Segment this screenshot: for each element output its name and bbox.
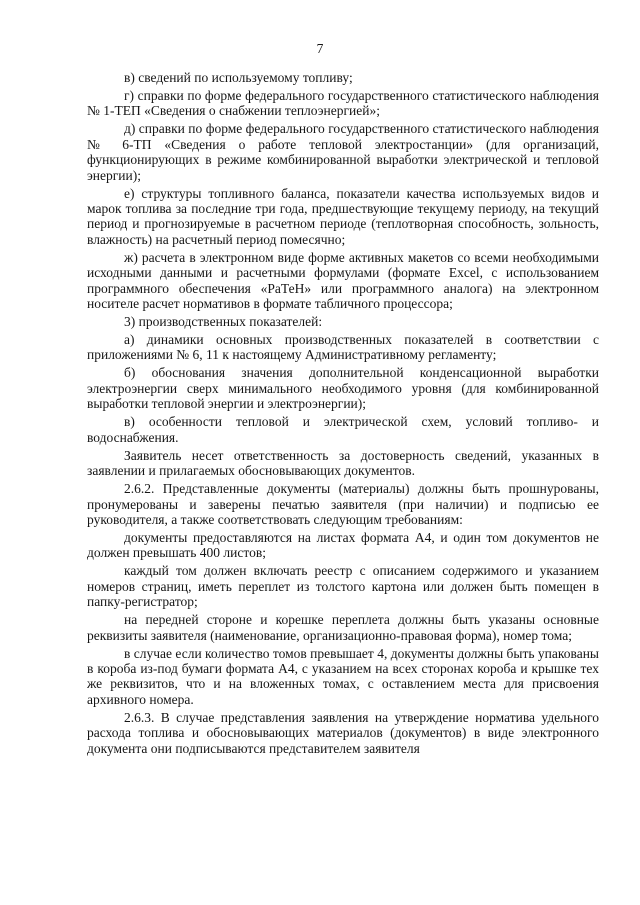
paragraph-cover-details: на передней стороне и корешке переплета должны быть указаны основные реквизиты заявителя (наименование, организационно-правовая форма), номер тома; bbox=[87, 612, 599, 643]
paragraph-zh-electronic-calc: ж) расчета в электронном виде форме активных макетов со всеми необходимыми исходными данными и расчетными формулами (формате Excel, с использованием программного обеспечения «РаТеН» или программного аналога) на электронном носителе расчет нормативов в формате табличного процессора; bbox=[87, 249, 599, 312]
page-number: 7 bbox=[316, 41, 324, 56]
paragraph-g-1tep: г) справки по форме федерального государственного статистического наблюдения № 1-ТЕП «Сведения о снабжении теплоэнергией»; bbox=[87, 88, 599, 119]
paragraph-applicant-responsibility: Заявитель несет ответственность за достоверность сведений, указанных в заявлении и прилагаемых обосновывающих документов. bbox=[87, 447, 599, 479]
paragraph-v-schemes: в) особенности тепловой и электрической схем, условий топливо- и водоснабжения. bbox=[87, 414, 599, 445]
paragraph-v-fuel: в) сведений по используемому топливу; bbox=[124, 70, 353, 85]
document-body bbox=[87, 70, 599, 759]
paragraph-2-6-2: 2.6.2. Представленные документы (материалы) должны быть прошнурованы, пронумерованы и заверены печатью заявителя (при наличии) и подписью ее руководителя, а также соответствовать следующим требованиям: bbox=[87, 481, 599, 527]
paragraph-2-6-3: 2.6.3. В случае представления заявления на утверждение норматива удельного расхода топлива и обосновывающих материалов (документов) в виде электронного документа они подписываются представителем заявителя bbox=[87, 709, 599, 756]
paragraph-e-fuel-balance: е) структуры топливного баланса, показатели качества используемых видов и марок топлива за последние три года, предшествующие текущему периоду, на текущий период и прогнозируемые в расчетном периоде (теплотворная способность, зольность, влажность) на расчетный период помесячно; bbox=[87, 185, 599, 247]
paragraph-a-dynamics: а) динамики основных производственных показателей в соответствии с приложениями № 6, 11 к настоящему Административному регламенту; bbox=[87, 332, 599, 363]
paragraph-3-production-indicators: 3) производственных показателей: bbox=[124, 314, 323, 330]
paragraph-a4-sheets: документы предоставляются на листах формата А4, и один том документов не должен превышать 400 листов; bbox=[87, 529, 599, 561]
paragraph-volume-registry: каждый том должен включать реестр с описанием содержимого и указанием номеров страниц, иметь переплет из толстого картона или должен быть помещен в папку-регистратор; bbox=[87, 563, 599, 610]
paragraph-d-6tp: д) справки по форме федерального государственного статистического наблюдения № 6-ТП «Сведения о работе тепловой электростанции» (для организаций, функционирующих в режиме комбинированной выработки электрической и тепловой энергии); bbox=[87, 121, 599, 183]
paragraph-boxes: в случае если количество томов превышает 4, документы должны быть упакованы в короба из-под бумаги формата А4, с указанием на всех сторонах короба и крышке тех же реквизитов, что и на вложенных томах, с оставлением места для присвоения архивного номера. bbox=[87, 645, 599, 707]
paragraph-b-condensation: б) обоснования значения дополнительной конденсационной выработки электроэнергии сверх минимального необходимого уровня (для комбинированной выработки тепловой энергии и электроэнергии); bbox=[87, 365, 599, 412]
